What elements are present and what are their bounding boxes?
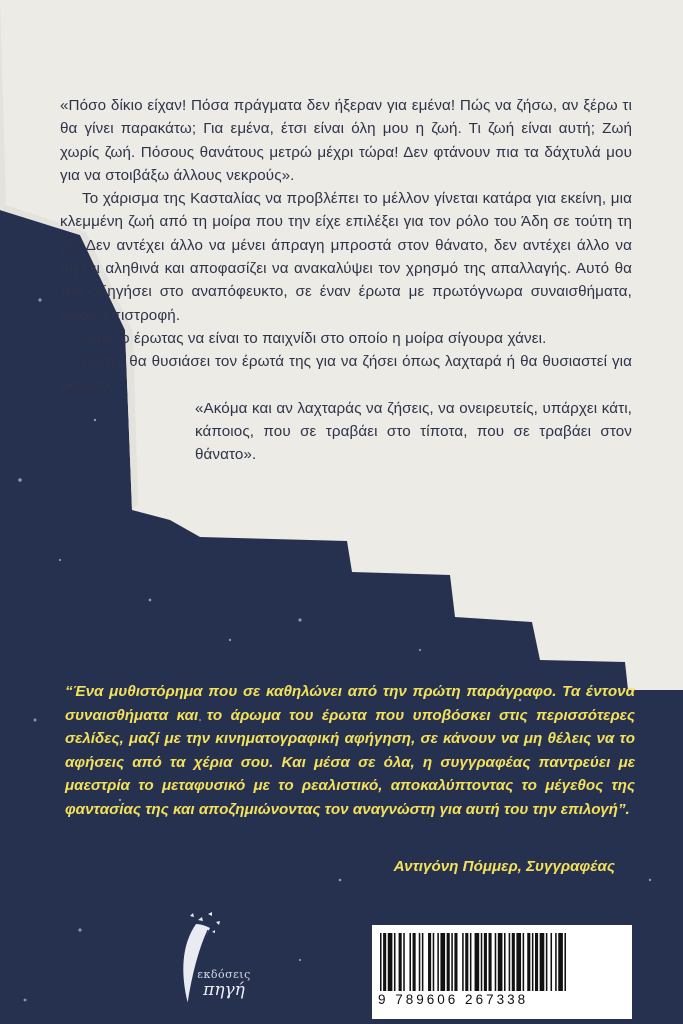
isbn-number: 9 789606 267338 [378, 992, 529, 1007]
publisher-logo [166, 906, 262, 1016]
review-quote: “Ένα μυθιστόρημα που σε καθηλώνει από την πρώτη παράγραφο. Τα έντονα συναισθήματα και το άρωμα του έρωτα που υποβόσκει στις περισσότερες σελίδες, μαζί με την κινηματογραφική αφήγηση, σε κάνουν να μη θέλεις να το αφήσεις από τα χέρια σου. Και μέσα σε όλα, η συγγραφέας παντρεύει με μαεστρία το μεταφυσικό με το ρεαλιστικό, αποκαλύπτοντας το μέγεθος της φαντασίας της και αποζημιώνοντας τον αναγνώστη για αυτή του την επιλογή”. [65, 683, 635, 818]
blurb-opening-quote: «Πόσο δίκιο είχαν! Πόσα πράγματα δεν ήξεραν για εμένα! Πώς να ζήσω, αν ξέρω τι θα γίνει παρακάτω; Για εμένα, έτσι είναι όλη μου η ζωή. Τι ζωή είναι αυτή; Ζωή χωρίς ζωή. Πόσους θανάτους μετρώ μέχρι τώρα! Δεν φτάνουν πια τα δάχτυλά μου για να στοιβάξω άλλους νεκρούς». [60, 97, 632, 184]
review-author: Αντιγόνη Πόμμερ, Συγγραφέας [393, 858, 615, 875]
publisher-line1: εκδόσεις [197, 968, 251, 981]
barcode-icon [380, 933, 624, 991]
blurb-paragraph-fate: Ίσως ο έρωτας να είναι το παιχνίδι στο οποίο η μοίρα σίγουρα χάνει. [82, 329, 547, 347]
blurb-paragraph-summary: Το χάρισμα της Κασταλίας να προβλέπει το μέλλον γίνεται κατάρα για εκείνη, μια κλεμμένη ζωή από τη μοίρα που την είχε επιλέξει για τον ρόλο του Άδη σε τούτη τη γη. Δεν αντέχει άλλο να μένει άπραγη μπροστά στον θάνατο, δεν αντέχει άλλο να μη ζει αληθινά και αποφασίζει να ανακαλύψει τον χρησμό της απαλλαγής. Αυτό θα την οδηγήσει στο αναπόφευκτο, σε έναν έρωτα με πρωτόγνωρα συναισθήματα, χωρίς επιστροφή. [60, 190, 632, 324]
blurb-paragraph-question: Άραγε θα θυσιάσει τον έρωτά της για να ζήσει όπως λαχταρά ή θα θυσιαστεί για εκείνον; [60, 353, 632, 394]
blurb-closing-quote: «Ακόμα και αν λαχταράς να ζήσεις, να ονειρευτείς, υπάρχει κάτι, κάποιος, που σε τραβάει στο τίποτα, που σε τραβάει στον θάνατο». [195, 399, 632, 464]
barcode-area [372, 925, 632, 1019]
blurb-text [60, 94, 632, 467]
publisher-name: πηγή [203, 980, 245, 1000]
